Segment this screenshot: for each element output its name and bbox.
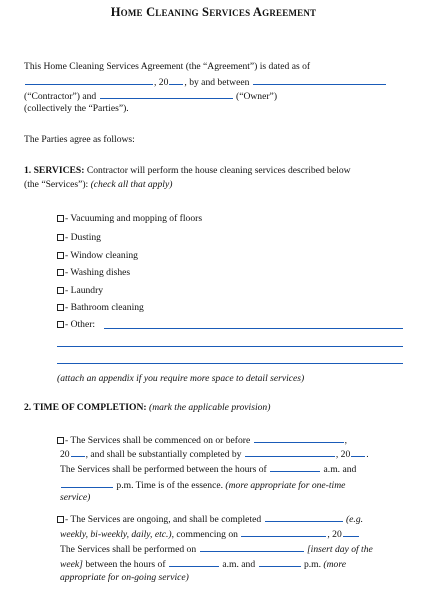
year-blank[interactable] xyxy=(169,75,183,85)
service-item-label: - Washing dishes xyxy=(65,267,131,278)
period: . xyxy=(366,449,369,460)
checkbox-dusting[interactable] xyxy=(57,234,64,241)
time-essence-text: p.m. Time is of the essence. xyxy=(116,480,223,491)
service-item-label: - Vacuuming and mopping of floors xyxy=(65,213,203,224)
service-item xyxy=(57,302,144,314)
option2-line-4 xyxy=(60,557,346,571)
end-hour-blank[interactable] xyxy=(61,478,113,488)
collectively-text: (collectively the “Parties”). xyxy=(24,103,129,114)
check-all-note: (check all that apply) xyxy=(90,179,173,190)
option2-line-2 xyxy=(60,527,360,541)
service-item xyxy=(57,267,130,279)
service-item-other xyxy=(57,319,95,331)
services-text: Contractor will perform the house cleaning services described below xyxy=(86,165,351,176)
completed-by-text: , and shall be substantially completed by xyxy=(85,449,242,460)
checkbox-other[interactable] xyxy=(57,321,64,328)
option1-line-4 xyxy=(60,478,345,492)
option1-line-5: service) xyxy=(60,492,91,503)
frequency-blank[interactable] xyxy=(265,512,343,522)
intro-text: This Home Cleaning Services Agreement (the “Agreement”) is dated as of xyxy=(24,61,311,72)
intro-line-2 xyxy=(24,75,387,89)
option2-line-5: appropriate for on-going service) xyxy=(60,572,189,583)
more-note: (more xyxy=(323,559,346,570)
ongoing-start-hour-blank[interactable] xyxy=(169,557,219,567)
service-item xyxy=(57,285,103,297)
option1-text: - The Services shall be commenced on or before xyxy=(65,435,251,446)
commence-year-blank[interactable] xyxy=(71,447,85,457)
completion-note: (mark the applicable provision) xyxy=(149,402,271,413)
service-item xyxy=(57,232,101,244)
document-title: Home Cleaning Services Agreement xyxy=(110,5,317,19)
hours-text: The Services shall be performed between the hours of xyxy=(60,464,267,475)
completion-date-blank[interactable] xyxy=(245,447,335,457)
option2-line-1 xyxy=(57,512,363,526)
checkbox-window-cleaning[interactable] xyxy=(57,252,64,259)
checkbox-laundry[interactable] xyxy=(57,287,64,294)
commence-date-blank[interactable] xyxy=(254,433,344,443)
other-blank-line-1[interactable] xyxy=(104,328,403,329)
am-and-text: a.m. and xyxy=(323,464,357,475)
option1-line-3 xyxy=(60,462,356,476)
services-heading: 1. SERVICES: xyxy=(24,165,85,176)
intro-line-3 xyxy=(24,89,277,103)
other-blank-line-3[interactable] xyxy=(57,363,403,364)
services-line-1 xyxy=(24,165,351,177)
week-note: week] xyxy=(60,559,83,570)
services-line-2 xyxy=(24,179,172,191)
completion-heading: 2. TIME OF COMPLETION: xyxy=(24,402,147,413)
other-blank-line-2[interactable] xyxy=(57,346,403,347)
checkbox-vacuuming[interactable] xyxy=(57,215,64,222)
owner-label: (“Owner”) xyxy=(236,91,278,102)
checkbox-one-time[interactable] xyxy=(57,437,64,444)
year-prefix: , 20 xyxy=(327,529,342,540)
commencing-on-text: commencing on xyxy=(176,529,238,540)
service-item-label: - Laundry xyxy=(65,285,104,296)
day-of-week-blank[interactable] xyxy=(200,542,304,552)
by-and-between-text: , by and between xyxy=(184,77,250,88)
service-item-label: - Window cleaning xyxy=(65,250,138,261)
service-item xyxy=(57,213,202,225)
between-hours-text: between the hours of xyxy=(85,559,166,570)
performed-on-text: The Services shall be performed on xyxy=(60,544,197,555)
service-item-label: - Dusting xyxy=(65,232,101,243)
service-item xyxy=(57,250,138,262)
checkbox-bathroom-cleaning[interactable] xyxy=(57,304,64,311)
one-time-note: (more appropriate for one-time xyxy=(225,480,346,491)
ongoing-year-blank[interactable] xyxy=(343,527,359,537)
year-prefix: 20 xyxy=(60,449,70,460)
intro-line-1 xyxy=(24,61,310,73)
eg-text: (e.g. xyxy=(345,514,364,525)
contractor-label: (“Contractor”) and xyxy=(24,91,97,102)
appendix-note: (attach an appendix if you require more space to detail services) xyxy=(57,373,305,384)
option1-line-1: - The Services shall be commenced on or before , xyxy=(57,433,347,447)
parties-agree-text: The Parties agree as follows: xyxy=(24,134,135,145)
contractor-name-blank[interactable] xyxy=(253,75,386,85)
date-blank[interactable] xyxy=(25,75,153,85)
completion-year-blank[interactable] xyxy=(351,447,365,457)
am-and-text: a.m. and xyxy=(222,559,256,570)
insert-day-note: [insert day of the xyxy=(306,544,373,555)
start-hour-blank[interactable] xyxy=(270,462,320,472)
checkbox-washing-dishes[interactable] xyxy=(57,269,64,276)
option2-line-3 xyxy=(60,542,373,556)
year-prefix: , 20 xyxy=(335,449,351,460)
year-prefix: , 20 xyxy=(154,77,169,88)
frequency-examples: weekly, bi-weekly, daily, etc.), xyxy=(60,529,175,540)
ongoing-start-date-blank[interactable] xyxy=(241,527,326,537)
completion-heading-line xyxy=(24,402,270,414)
ongoing-end-hour-blank[interactable] xyxy=(259,557,301,567)
checkbox-ongoing[interactable] xyxy=(57,516,64,523)
service-item-label: - Bathroom cleaning xyxy=(65,302,144,313)
owner-name-blank[interactable] xyxy=(100,89,233,99)
option2-text: - The Services are ongoing, and shall be completed xyxy=(65,514,262,525)
pm-text: p.m. xyxy=(303,559,321,570)
option1-line-2 xyxy=(60,447,369,461)
service-item-label: - Other: xyxy=(65,319,96,330)
services-label: (the “Services”): xyxy=(24,179,89,190)
